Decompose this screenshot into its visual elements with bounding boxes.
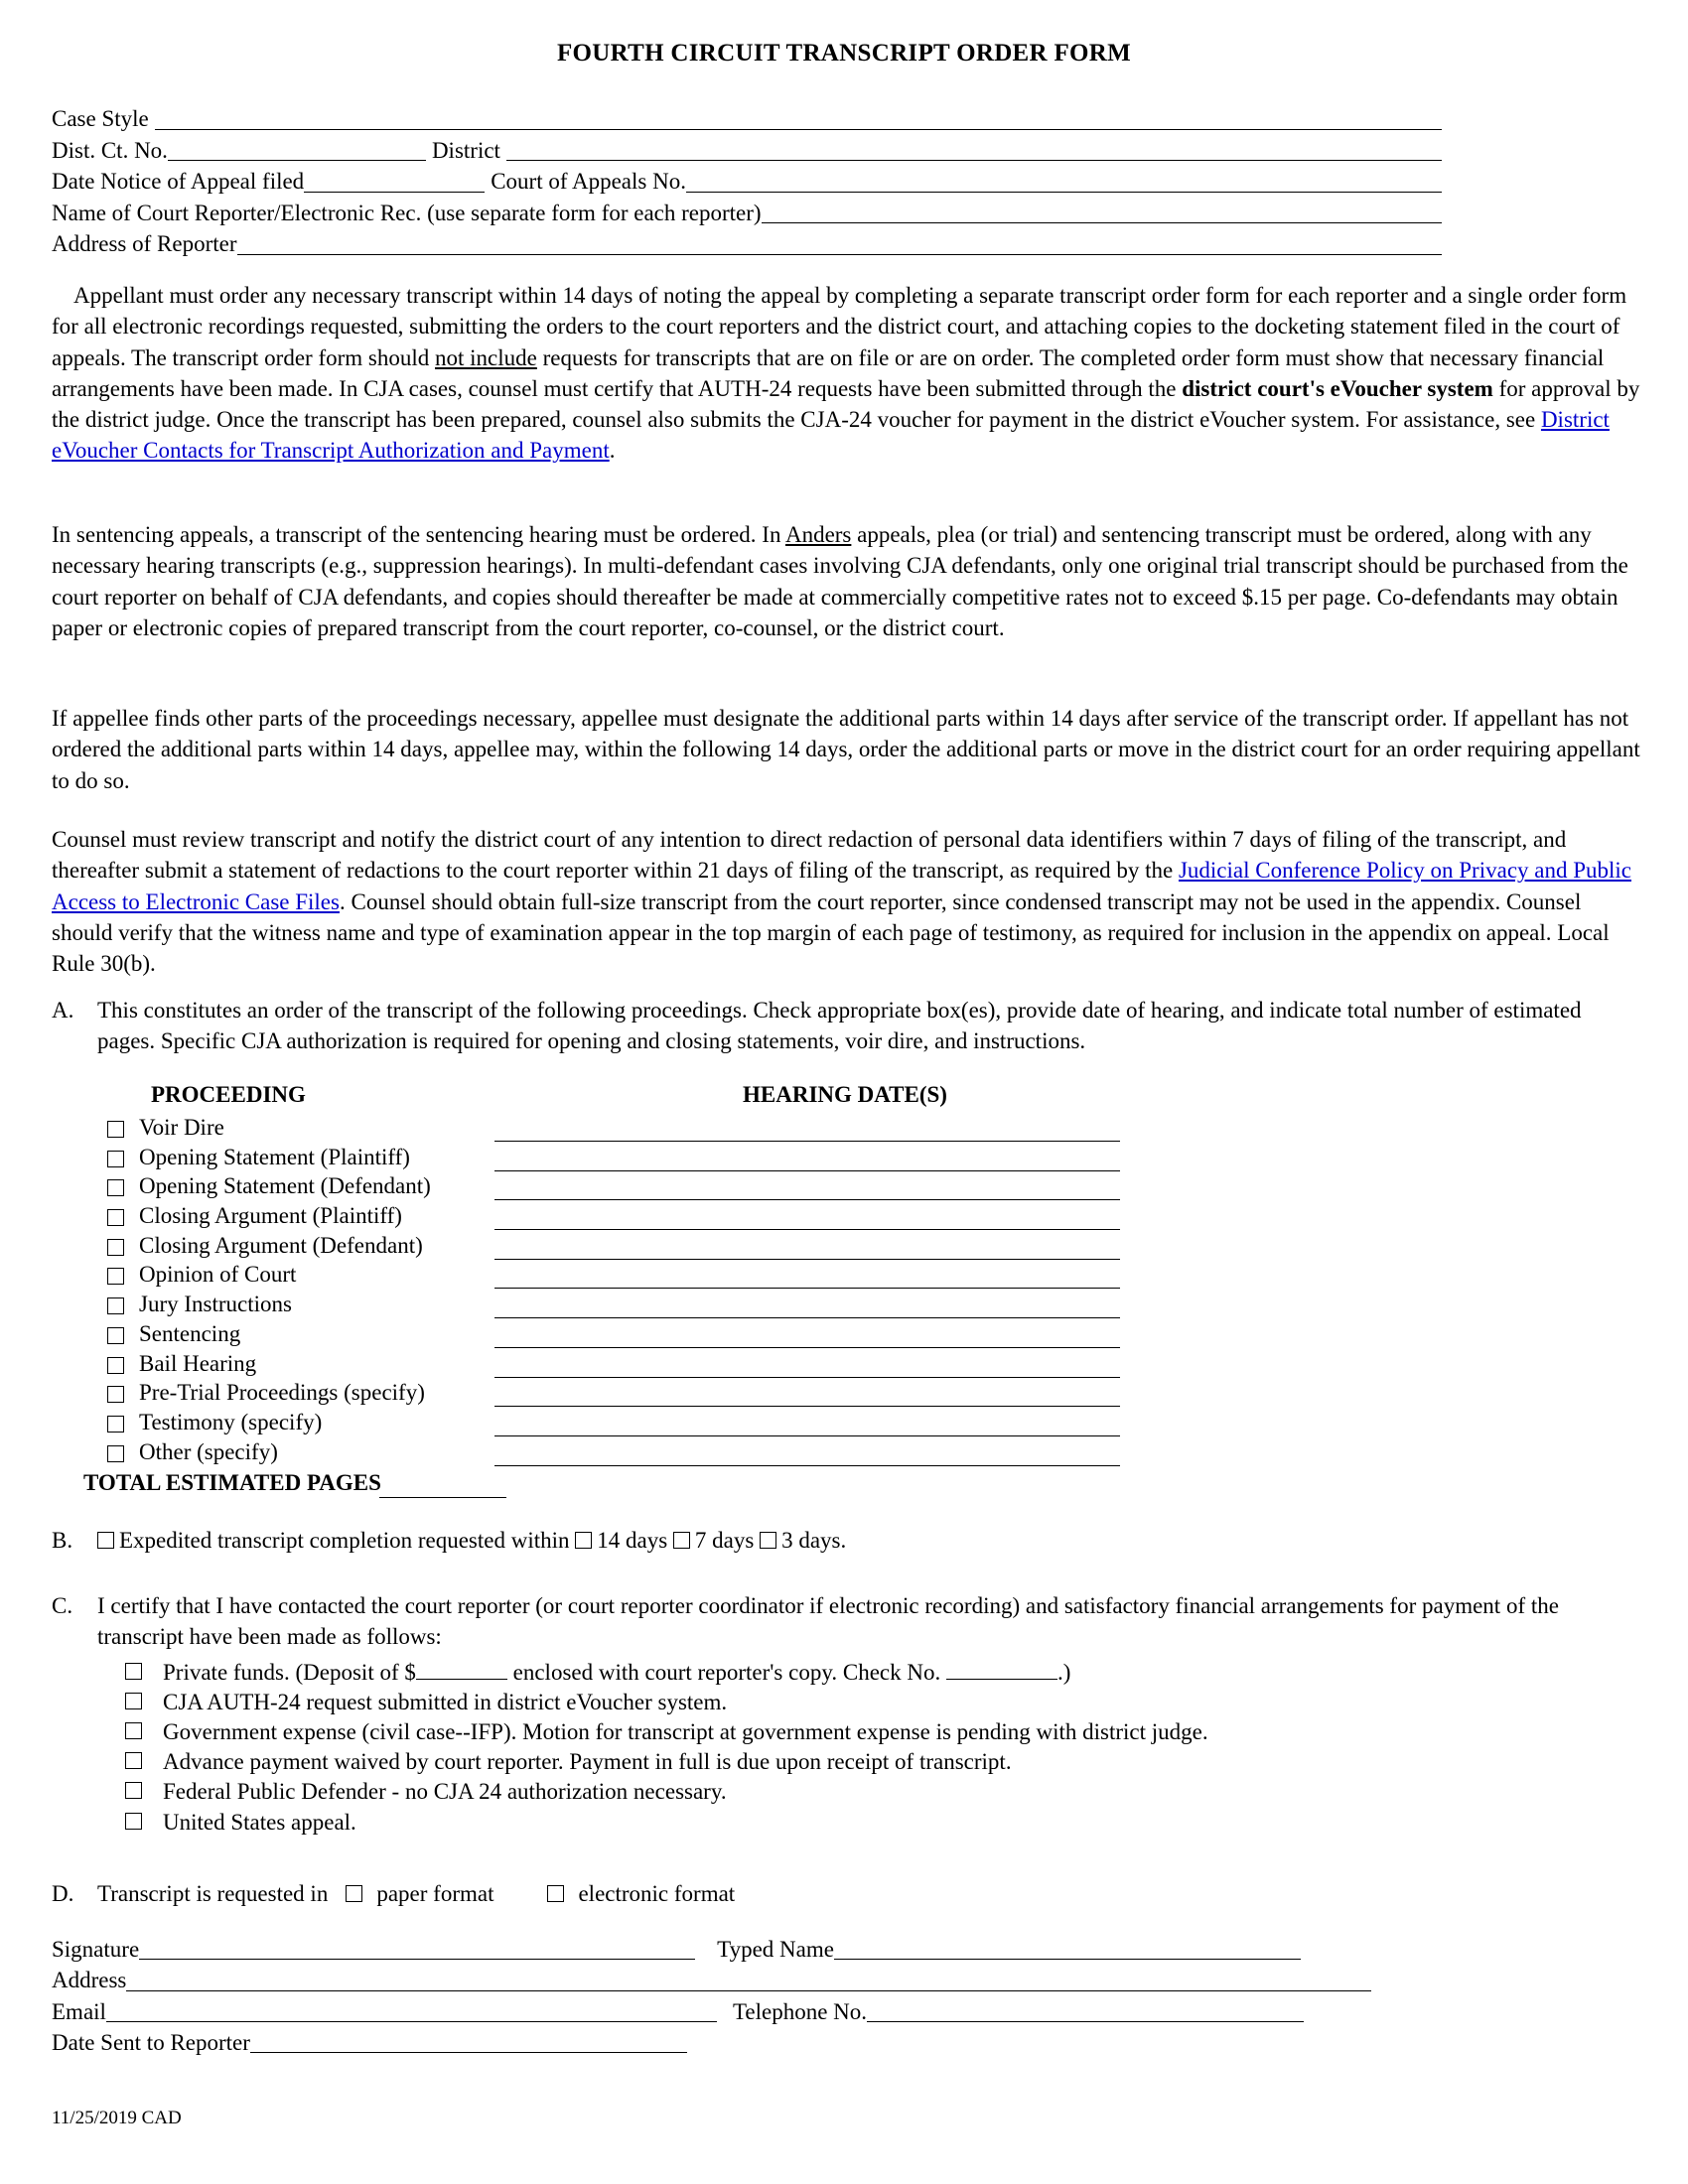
- proceeding-label: Jury Instructions: [139, 1292, 292, 1317]
- payment-option-row: [97, 1657, 1650, 1687]
- section-d-letter: D.: [52, 1881, 74, 1906]
- instructions-paragraph-3: If appellee finds other parts of the proceedings necessary, appellee must designate the additional parts within 14 days after service of the transcript order. If appellant has not ordered the additional parts within 14 days, appellee may, within the following 14 days, order the additional parts or move in the district court for an order requiring appellant to do so.: [52, 706, 1640, 793]
- payment-option-label: [163, 1657, 1070, 1688]
- hearing-date-input-line[interactable]: [494, 1141, 1120, 1142]
- proceeding-label: Opening Statement (Plaintiff): [139, 1144, 410, 1169]
- dist-ct-no-label: Dist. Ct. No.: [52, 137, 168, 163]
- p2-text-a: In sentencing appeals, a transcript of the sentencing hearing must be ordered. In: [52, 522, 785, 547]
- reporter-name-input-line[interactable]: [762, 222, 1442, 223]
- proceeding-row: [107, 1439, 1299, 1469]
- checkbox-expedited-transcript[interactable]: [97, 1532, 114, 1549]
- email-input-line[interactable]: [106, 2021, 717, 2022]
- payment-option-row: [97, 1716, 1650, 1746]
- case-style-input-line[interactable]: [155, 129, 1442, 130]
- checkbox-federal-public-defender[interactable]: [125, 1782, 142, 1799]
- signature-row: [52, 1934, 1452, 1965]
- p4-text-b: . Counsel should obtain full-size transcript from the court reporter, since condensed transcript may not be used in the appendix. Counsel should verify that the witness name and type of examination appear in the top margin of each page of testimony, as required for inclusion in the appendix on appeal. Local Rule 30(b).: [52, 888, 1610, 977]
- signature-block: [52, 1934, 1452, 2058]
- checkbox-opening-statement-defendant[interactable]: [107, 1179, 124, 1196]
- instructions-paragraph-1: [52, 280, 1640, 467]
- section-d-text: Transcript is requested in: [97, 1881, 329, 1906]
- option-3-days-label: 3 days.: [781, 1528, 847, 1553]
- total-estimated-pages-label: TOTAL ESTIMATED PAGES: [83, 1470, 381, 1496]
- p2-underline-anders: Anders: [784, 522, 852, 547]
- hearing-date-input-line[interactable]: [494, 1406, 1120, 1407]
- district-input-line[interactable]: [506, 160, 1442, 161]
- case-style-row: [52, 103, 1442, 135]
- hearing-date-input-line[interactable]: [494, 1259, 1120, 1260]
- checkbox-sentencing[interactable]: [107, 1327, 124, 1344]
- checkbox-closing-argument-defendant[interactable]: [107, 1239, 124, 1256]
- payment-option-label: Advance payment waived by court reporter. Payment in full is due upon receipt of transcript.: [163, 1749, 1012, 1775]
- hearing-date-input-line[interactable]: [494, 1229, 1120, 1230]
- section-b-text: Expedited transcript completion requested within: [119, 1528, 576, 1553]
- payment-option-row: [97, 1776, 1650, 1806]
- checkbox-cja-auth-24[interactable]: [125, 1693, 142, 1709]
- court-of-appeals-no-input-line[interactable]: [686, 192, 1442, 193]
- case-style-label: Case Style: [52, 106, 149, 131]
- payment-option-label: United States appeal.: [163, 1809, 356, 1835]
- checkbox-paper-format[interactable]: [346, 1885, 362, 1902]
- option-7-days-label: 7 days: [694, 1528, 761, 1553]
- checkbox-bail-hearing[interactable]: [107, 1357, 124, 1374]
- checkbox-opinion-of-court[interactable]: [107, 1268, 124, 1285]
- p1-text-d: .: [609, 438, 616, 464]
- payment-option-label: CJA AUTH-24 request submitted in district eVoucher system.: [163, 1689, 728, 1714]
- section-c-text: I certify that I have contacted the court reporter (or court reporter coordinator if electronic recording) and satisfactory financial arrangements for payment of the transcript have been made as follows:: [97, 1593, 1559, 1650]
- private-funds-text-mid: enclosed with court reporter's copy. Check No.: [506, 1659, 946, 1685]
- proceeding-row: [107, 1233, 1299, 1263]
- proceeding-row: [107, 1145, 1299, 1174]
- proceeding-label: Testimony (specify): [139, 1409, 323, 1434]
- proceeding-label: Other (specify): [139, 1438, 278, 1464]
- instructions-paragraph-2: [52, 519, 1640, 643]
- hearing-date-input-line[interactable]: [494, 1170, 1120, 1171]
- address-label: Address: [52, 1968, 127, 1993]
- proceeding-row: [107, 1262, 1299, 1292]
- column-header-proceeding: PROCEEDING: [151, 1082, 306, 1107]
- address-input-line[interactable]: [126, 1990, 1371, 1991]
- proceedings-table: [83, 1082, 1299, 1504]
- hearing-date-input-line[interactable]: [494, 1435, 1120, 1436]
- checkbox-opening-statement-plaintiff[interactable]: [107, 1151, 124, 1167]
- p1-text-a: Appellant must order any necessary transcript within 14 days of noting the appeal by completing a separate transcript order form for each reporter and a single order form for all electronic recordings requested, submitting the orders to the court reporters and the district court, and attaching copies to the docketing statement filed in the court of appeals. The transcript order form should: [52, 283, 1627, 370]
- email-label: Email: [52, 1998, 106, 2024]
- proceeding-label: Opening Statement (Defendant): [139, 1173, 431, 1199]
- email-row: [52, 1996, 1452, 2027]
- payment-option-row: [97, 1807, 1650, 1837]
- proceeding-label: Opinion of Court: [139, 1262, 297, 1288]
- p1-bold-evoucher: district court's eVoucher system: [1182, 375, 1493, 401]
- p1-text-c: for approval by the district judge. Once the transcript has been prepared, counsel also submits the CJA-24 voucher for payment in the district eVoucher system. For assistance, see: [52, 375, 1640, 433]
- checkbox-government-expense[interactable]: [125, 1722, 142, 1739]
- section-b-body: [97, 1525, 1541, 1556]
- section-c-body: [97, 1590, 1650, 1837]
- paper-format-label: paper format: [376, 1881, 494, 1906]
- reporter-name-row: [52, 198, 1442, 229]
- proceeding-label: Voir Dire: [139, 1115, 224, 1140]
- section-c-letter: C.: [52, 1593, 73, 1618]
- proceeding-row: [107, 1115, 1299, 1145]
- dist-ct-no-input-line[interactable]: [168, 160, 426, 161]
- total-estimated-pages-input-line[interactable]: [379, 1497, 506, 1498]
- private-funds-text-post: .): [1056, 1659, 1071, 1685]
- p1-text-b: requests for transcripts that are on file or are on order. The completed order form must show that necessary financial arrangements have been made. In CJA cases, counsel must certify that AUTH-24 requests have been submitted through the: [52, 344, 1605, 401]
- section-a-text: This constitutes an order of the transcript of the following proceedings. Check appropriate box(es), provide date of hearing, and indicate total number of estimated pages. Specific CJA authorization is required for opening and closing statements, voir dire, and instructions.: [97, 998, 1582, 1054]
- proceeding-label: Pre-Trial Proceedings (specify): [139, 1380, 425, 1406]
- checkbox-testimony[interactable]: [107, 1416, 124, 1433]
- date-sent-label: Date Sent to Reporter: [52, 2029, 250, 2055]
- section-a-letter: A.: [52, 998, 74, 1023]
- checkbox-3-days[interactable]: [760, 1532, 776, 1549]
- deposit-amount-input-line[interactable]: [416, 1662, 507, 1680]
- proceeding-row: [107, 1173, 1299, 1203]
- checkbox-jury-instructions[interactable]: [107, 1297, 124, 1314]
- checkbox-united-states-appeal[interactable]: [125, 1813, 142, 1830]
- proceeding-label: Closing Argument (Defendant): [139, 1232, 423, 1258]
- proceeding-row: [107, 1292, 1299, 1321]
- proceeding-row: [107, 1410, 1299, 1439]
- hearing-date-input-line[interactable]: [494, 1317, 1120, 1318]
- typed-name-label: Typed Name: [717, 1937, 834, 1962]
- private-funds-text-pre: Private funds. (Deposit of $: [163, 1659, 416, 1685]
- payment-option-label: Government expense (civil case--IFP). Motion for transcript at government expense is pending with district judge.: [163, 1718, 1208, 1744]
- proceeding-row: [107, 1380, 1299, 1410]
- signature-label: Signature: [52, 1937, 140, 1962]
- section-a: [52, 995, 1640, 1057]
- section-d: [52, 1878, 1243, 1909]
- check-number-input-line[interactable]: [946, 1662, 1057, 1680]
- telephone-input-line[interactable]: [867, 2021, 1304, 2022]
- option-14-days-label: 14 days: [597, 1528, 673, 1553]
- header-fields: [52, 103, 1442, 260]
- district-label: District: [431, 137, 500, 163]
- district-evoucher-contacts-link[interactable]: District eVoucher Contacts for Transcript Authorization and Payment: [52, 407, 1610, 464]
- address-row: [52, 1965, 1452, 1995]
- judicial-conference-policy-link[interactable]: Judicial Conference Policy on Privacy and Public Access to Electronic Case Files: [52, 858, 1632, 914]
- checkbox-14-days[interactable]: [575, 1532, 592, 1549]
- court-of-appeals-no-label: Court of Appeals No.: [491, 169, 686, 194]
- telephone-label: Telephone No.: [732, 1998, 868, 2024]
- proceeding-row: [107, 1321, 1299, 1351]
- payment-option-label: Federal Public Defender - no CJA 24 authorization necessary.: [163, 1779, 727, 1805]
- instructions-paragraph-4: [52, 824, 1640, 979]
- section-c: [52, 1590, 1650, 1837]
- payment-options-list: [97, 1657, 1650, 1837]
- p4-text-a: Counsel must review transcript and notify the district court of any intention to direct redaction of personal data identifiers within 7 days of filing of the transcript, and thereafter submit a statement of redactions to the court reporter within 21 days of filing of the transcript, as required by the: [52, 827, 1567, 884]
- date-notice-row: [52, 166, 1442, 198]
- p2-text-b: appeals, plea (or trial) and sentencing transcript must be ordered, along with any necessary hearing transcripts (e.g., suppression hearings). In multi-defendant cases involving CJA defendants, only one original trial transcript should be purchased from the court reporter on behalf of CJA defendants, and copies should thereafter be made at commercially competitive rates not to exceed $.15 per page. Co-defendants may obtain paper or electronic copies of prepared transcript from the court reporter, co-counsel, or the district court.: [52, 522, 1628, 640]
- column-header-hearing-date: HEARING DATE(S): [743, 1082, 947, 1107]
- reporter-address-label: Address of Reporter: [52, 231, 237, 256]
- electronic-format-label: electronic format: [578, 1881, 736, 1906]
- hearing-date-input-line[interactable]: [494, 1347, 1120, 1348]
- date-notice-input-line[interactable]: [304, 192, 485, 193]
- proceeding-label: Bail Hearing: [139, 1350, 257, 1376]
- reporter-address-input-line[interactable]: [237, 254, 1442, 255]
- dist-ct-no-row: [52, 135, 1442, 167]
- checkbox-other[interactable]: [107, 1445, 124, 1462]
- checkbox-7-days[interactable]: [673, 1532, 690, 1549]
- hearing-date-input-line[interactable]: [494, 1199, 1120, 1200]
- reporter-address-row: [52, 228, 1442, 260]
- checkbox-pre-trial-proceedings[interactable]: [107, 1386, 124, 1403]
- proceedings-table-header: [107, 1082, 1299, 1115]
- checkbox-advance-payment-waived[interactable]: [125, 1752, 142, 1769]
- date-sent-input-line[interactable]: [250, 2052, 687, 2053]
- page-title: FOURTH CIRCUIT TRANSCRIPT ORDER FORM: [556, 40, 1132, 67]
- payment-option-row: [97, 1746, 1650, 1776]
- signature-input-line[interactable]: [139, 1959, 695, 1960]
- section-b: [52, 1525, 1541, 1556]
- payment-option-row: [97, 1687, 1650, 1716]
- checkbox-electronic-format[interactable]: [547, 1885, 564, 1902]
- proceeding-label: Sentencing: [139, 1320, 241, 1346]
- proceeding-label: Closing Argument (Plaintiff): [139, 1203, 402, 1229]
- hearing-date-input-line[interactable]: [494, 1288, 1120, 1289]
- form-revision-footer: 11/25/2019 CAD: [52, 2108, 182, 2128]
- checkbox-private-funds[interactable]: [125, 1663, 142, 1680]
- typed-name-input-line[interactable]: [834, 1959, 1301, 1960]
- p1-underline-not-include: not include: [435, 344, 537, 370]
- section-b-letter: B.: [52, 1528, 73, 1553]
- proceeding-row: [107, 1203, 1299, 1233]
- proceeding-row: [107, 1351, 1299, 1381]
- total-estimated-pages-row: [83, 1470, 1299, 1504]
- hearing-date-input-line[interactable]: [494, 1377, 1120, 1378]
- checkbox-voir-dire[interactable]: [107, 1121, 124, 1138]
- checkbox-closing-argument-plaintiff[interactable]: [107, 1209, 124, 1226]
- hearing-date-input-line[interactable]: [494, 1465, 1120, 1466]
- date-notice-label: Date Notice of Appeal filed: [52, 169, 305, 194]
- reporter-name-label: Name of Court Reporter/Electronic Rec. (use separate form for each reporter): [52, 200, 762, 225]
- date-sent-row: [52, 2027, 1452, 2058]
